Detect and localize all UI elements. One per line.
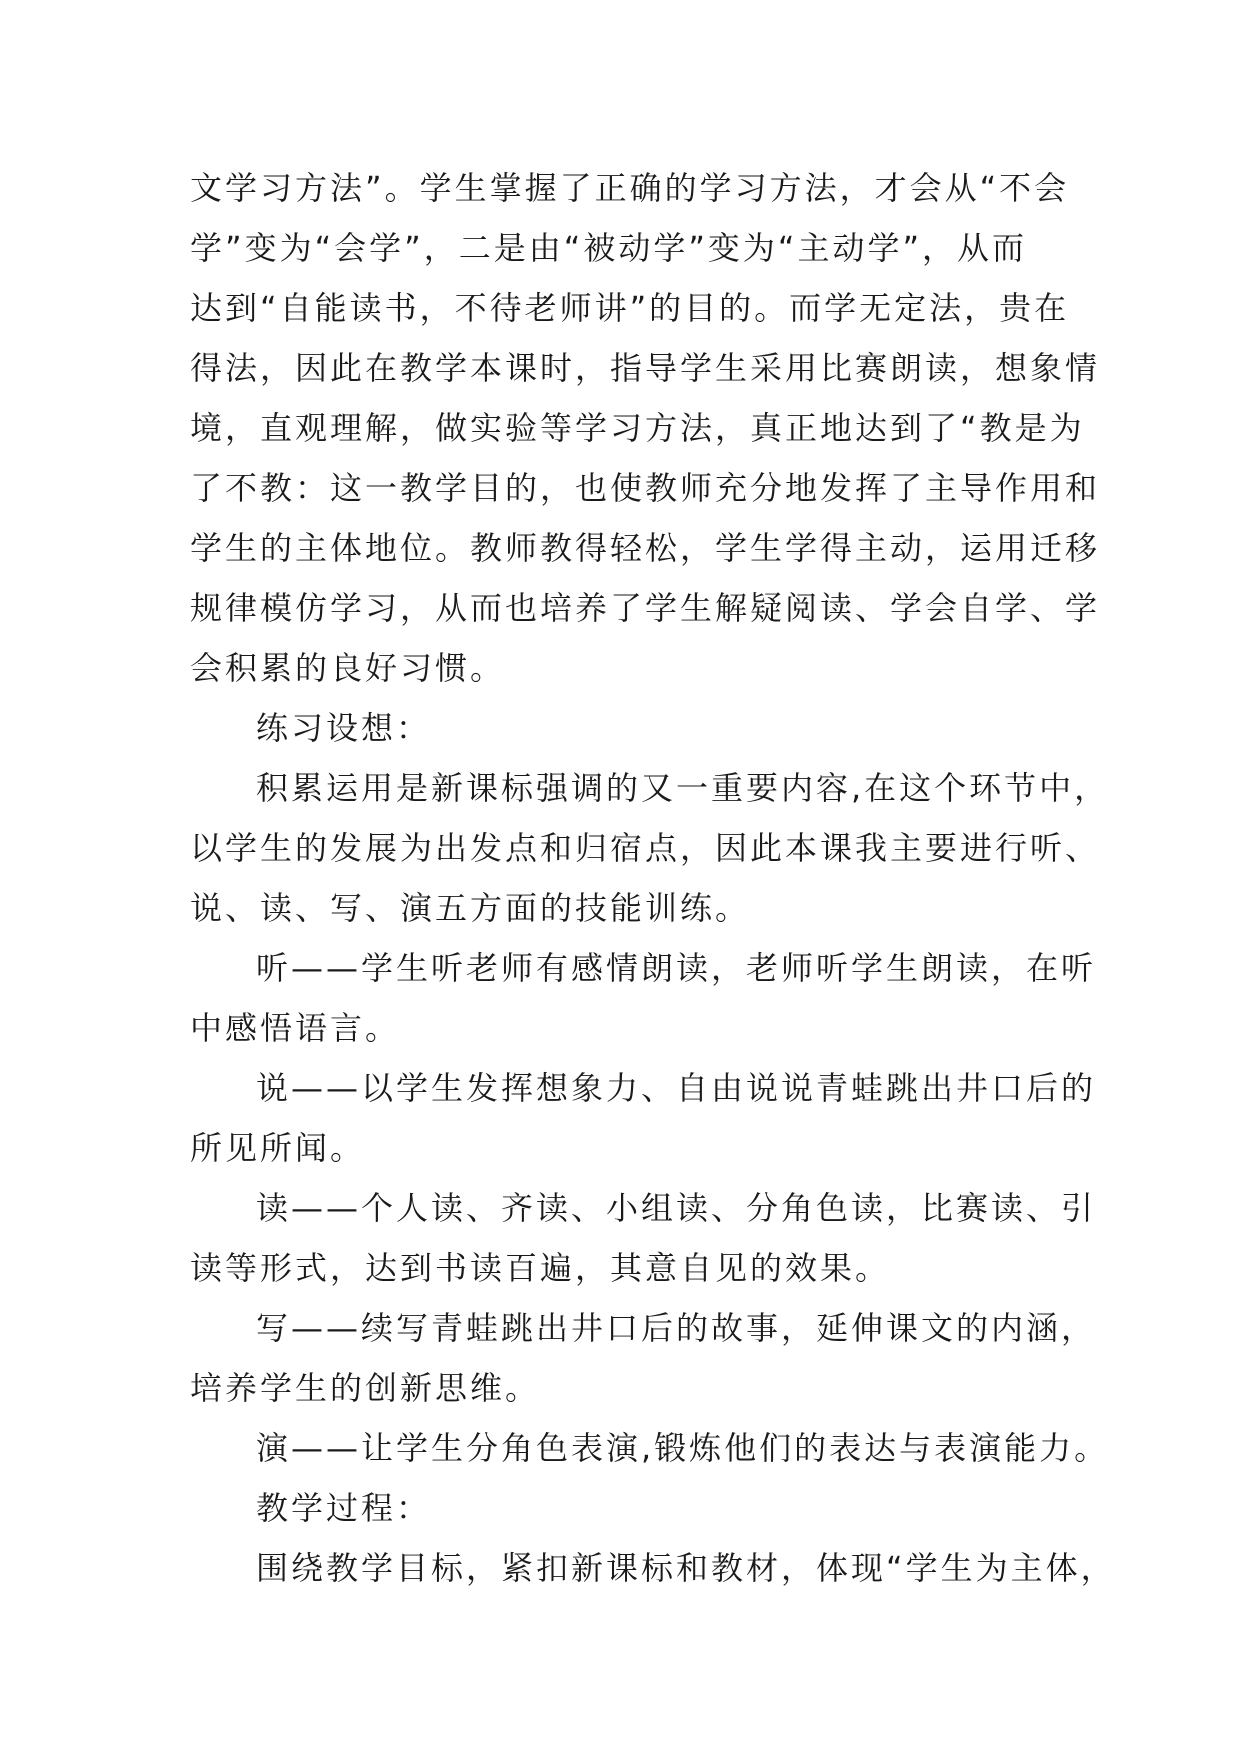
paragraph-first-line: 演——让学生分角色表演,锻炼他们的表达与表演能力。 [256, 1429, 1110, 1467]
text-line: 学”变为“会学”，二是由“被动学”变为“主动学”，从而 [190, 229, 1028, 267]
text-line: 学生的主体地位。教师教得轻松，学生学得主动，运用迁移 [190, 529, 1101, 567]
text-line: 得法，因此在教学本课时，指导学生采用比赛朗读，想象情 [190, 349, 1101, 387]
paragraph-first-line: 教学过程： [256, 1489, 432, 1527]
text-line: 中感悟语言。 [190, 1009, 401, 1047]
text-line: 境，直观理解，做实验等学习方法，真正地达到了“教是为 [190, 409, 1085, 447]
paragraph-first-line: 积累运用是新课标强调的又一重要内容,在这个环节中， [256, 769, 1110, 807]
paragraph-first-line: 写——续写青蛙跳出井口后的故事，延伸课文的内涵， [256, 1309, 1097, 1347]
text-line: 所见所闻。 [190, 1129, 366, 1167]
text-line: 规律模仿学习，从而也培养了学生解疑阅读、学会自学、学 [190, 589, 1101, 627]
text-line: 培养学生的创新思维。 [190, 1369, 541, 1407]
paragraph-first-line: 听——学生听老师有感情朗读，老师听学生朗读，在听 [256, 949, 1097, 987]
paragraph-first-line: 练习设想： [256, 709, 432, 747]
text-line: 以学生的发展为出发点和归宿点，因此本课我主要进行听、 [190, 829, 1101, 867]
document-body [190, 158, 1116, 1598]
text-line: 文学习方法”。学生掌握了正确的学习方法，才会从“不会 [190, 169, 1070, 207]
text-line: 了不教：这一教学目的，也使教师充分地发挥了主导作用和 [190, 469, 1101, 507]
paragraph-first-line: 读——个人读、齐读、小组读、分角色读，比赛读、引 [256, 1189, 1097, 1227]
text-line: 达到“自能读书，不待老师讲”的目的。而学无定法，贵在 [190, 289, 1070, 327]
text-line: 会积累的良好习惯。 [190, 649, 506, 687]
paragraph-first-line: 说——以学生发挥想象力、自由说说青蛙跳出井口后的 [256, 1069, 1097, 1107]
text-line: 读等形式，达到书读百遍，其意自见的效果。 [190, 1249, 891, 1287]
text-line: 说、读、写、演五方面的技能训练。 [190, 889, 751, 927]
paragraph-first-line: 围绕教学目标，紧扣新课标和教材，体现“学生为主体， [256, 1549, 1116, 1587]
